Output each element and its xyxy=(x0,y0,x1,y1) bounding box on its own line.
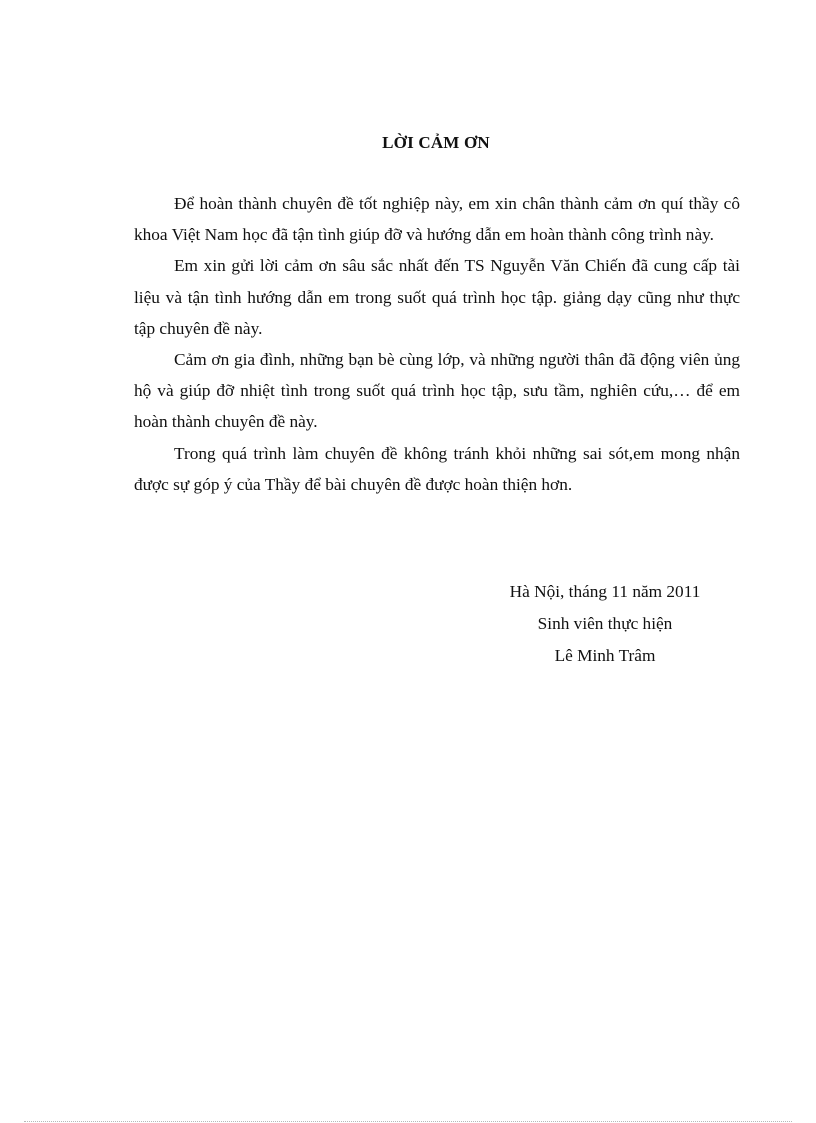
acknowledgement-body xyxy=(134,188,740,500)
signature-block xyxy=(460,576,750,672)
signer-name: Lê Minh Trâm xyxy=(554,646,656,665)
signer-role: Sinh viên thực hiện xyxy=(537,614,673,633)
page-title: LỜI CẢM ƠN xyxy=(382,133,490,152)
paragraph-2: Em xin gửi lời cảm ơn sâu sắc nhất đến TS Nguyễn Văn Chiến đã cung cấp tài liệu và tận tình hướng dẫn em trong suốt quá trình học tập. giảng dạy cũng như thực tập chuyên đề này. xyxy=(134,256,740,338)
place-date: Hà Nội, tháng 11 năm 2011 xyxy=(509,582,701,601)
paragraph-3: Cảm ơn gia đình, những bạn bè cùng lớp, và những người thân đã động viên ủng hộ và giúp đỡ nhiệt tình trong suốt quá trình học tập, sưu tầm, nghiên cứu,… để em hoàn thành chuyên đề này. xyxy=(134,350,740,432)
paragraph-4: Trong quá trình làm chuyên đề không tránh khỏi những sai sót,em mong nhận được sự góp ý của Thầy để bài chuyên đề được hoàn thiện hơn. xyxy=(134,443,740,494)
paragraph-1: Để hoàn thành chuyên đề tốt nghiệp này, em xin chân thành cảm ơn quí thầy cô khoa Việt Nam học đã tận tình giúp đỡ và hướng dẫn em hoàn thành công trình này. xyxy=(134,194,740,245)
page-bottom-divider xyxy=(24,1121,792,1122)
